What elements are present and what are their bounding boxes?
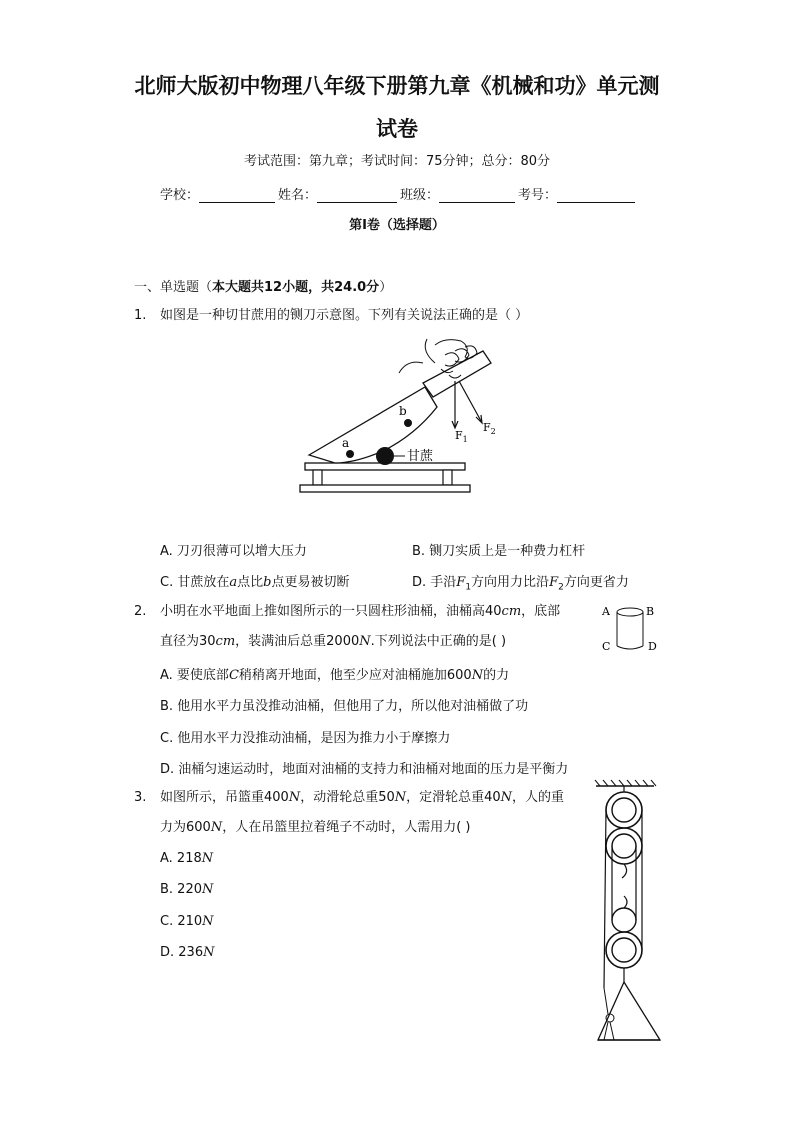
board-leg-left xyxy=(313,470,322,485)
part-close: ） xyxy=(379,280,393,295)
fixed-pulley-lower-inner xyxy=(612,834,636,858)
q3-option-b[interactable]: B. 220N xyxy=(160,882,214,897)
point-a xyxy=(346,450,354,458)
document-title-line1: 北师大版初中物理八年级下册第九章《机械和功》单元测 xyxy=(134,73,660,98)
q2-option-b[interactable]: B. 他用水平力虽没推动油桶，但他用了力，所以他对油桶做了功 xyxy=(160,699,529,714)
number-label: 考号： xyxy=(518,188,558,203)
number-field[interactable] xyxy=(518,184,635,203)
question-3-line1: 如图所示，吊篮重400N，动滑轮总重50N，定滑轮总重40N，人的重 xyxy=(160,790,565,805)
barrel-top xyxy=(617,608,643,616)
f1-label: $F_1$ xyxy=(455,429,468,444)
part-detail: 本大题共12小题，共24.0分 xyxy=(212,280,380,295)
question-1-number: 1. xyxy=(134,308,147,323)
barrel-label-b: B xyxy=(646,605,655,618)
question-1-text: 如图是一种切甘蔗用的铡刀示意图。下列有关说法正确的是（ ） xyxy=(160,308,529,323)
board-leg-right xyxy=(443,470,452,485)
barrel-label-a: A xyxy=(602,605,610,618)
name-field[interactable] xyxy=(278,184,397,203)
question-2-line2: 直径为30cm，装满油后总重2000N.下列说法中正确的是( ) xyxy=(160,634,507,649)
class-label: 班级： xyxy=(400,188,440,203)
class-field[interactable] xyxy=(400,184,515,203)
q1-option-b[interactable]: B. 铡刀实质上是一种费力杠杆 xyxy=(412,544,586,559)
exam-info: 考试范围：第九章；考试时间：75分钟；总分：80分 xyxy=(243,154,551,169)
oil-barrel-figure xyxy=(598,600,662,656)
sugarcane-cross-section xyxy=(376,447,394,465)
part-label: 一、单选题（ xyxy=(134,280,213,295)
volume-title: 第Ⅰ卷（选择题） xyxy=(349,218,445,233)
point-a-label: a xyxy=(342,436,350,450)
document-title-line2: 试卷 xyxy=(376,116,418,141)
f2-label: $F_2$ xyxy=(483,421,496,436)
name-label: 姓名： xyxy=(278,188,318,203)
q1-option-d[interactable]: D. 手沿$F_1$方向用力比沿$F_2$方向更省力 xyxy=(412,575,629,593)
q2-option-a[interactable]: A. 要使底部C稍稍离开地面，他至少应对油桶施加600N的力 xyxy=(160,668,510,683)
question-2-line1: 小明在水平地面上推如图所示的一只圆柱形油桶，油桶高40cm，底部 xyxy=(160,604,561,619)
student-info-row xyxy=(160,184,635,203)
pulley-basket-figure xyxy=(590,778,670,1046)
barrel-label-d: D xyxy=(648,640,657,653)
sugarcane-label: 甘蔗 xyxy=(407,449,434,464)
school-label: 学校： xyxy=(160,188,200,203)
point-b xyxy=(404,419,412,427)
q3-option-c[interactable]: C. 210N xyxy=(160,914,214,929)
barrel-bottom xyxy=(617,646,643,649)
q3-option-a[interactable]: A. 218N xyxy=(160,851,214,866)
sugarcane-cutter-figure xyxy=(295,333,520,500)
q2-option-d[interactable]: D. 油桶匀速运动时，地面对油桶的支持力和油桶对地面的压力是平衡力 xyxy=(160,762,569,777)
part-heading xyxy=(134,276,392,295)
question-3-number: 3. xyxy=(134,790,147,805)
movable-pulley-upper xyxy=(612,908,636,932)
question-3-line2: 力为600N，人在吊篮里拉着绳子不动时，人需用力( ) xyxy=(160,820,471,835)
q1-option-c[interactable]: C. 甘蔗放在a点比b点更易被切断 xyxy=(160,575,350,590)
question-2-number: 2. xyxy=(134,604,147,619)
q3-option-d[interactable]: D. 236N xyxy=(160,945,215,960)
point-b-label: b xyxy=(399,404,407,418)
force-f2-arrow xyxy=(459,381,481,421)
number-blank[interactable] xyxy=(557,188,635,203)
movable-pulley-inner xyxy=(612,938,636,962)
cutter-handle xyxy=(423,351,491,397)
base-plank xyxy=(300,485,470,492)
q2-option-c[interactable]: C. 他用水平力没推动油桶，是因为推力小于摩擦力 xyxy=(160,731,451,746)
school-blank[interactable] xyxy=(199,188,275,203)
barrel-label-c: C xyxy=(602,640,611,653)
ceiling-hatching xyxy=(595,780,656,786)
name-blank[interactable] xyxy=(317,188,397,203)
q1-option-a[interactable]: A. 刀刃很薄可以增大压力 xyxy=(160,544,307,559)
class-blank[interactable] xyxy=(439,188,515,203)
school-field[interactable] xyxy=(160,184,275,203)
fixed-pulley-inner xyxy=(612,798,636,822)
